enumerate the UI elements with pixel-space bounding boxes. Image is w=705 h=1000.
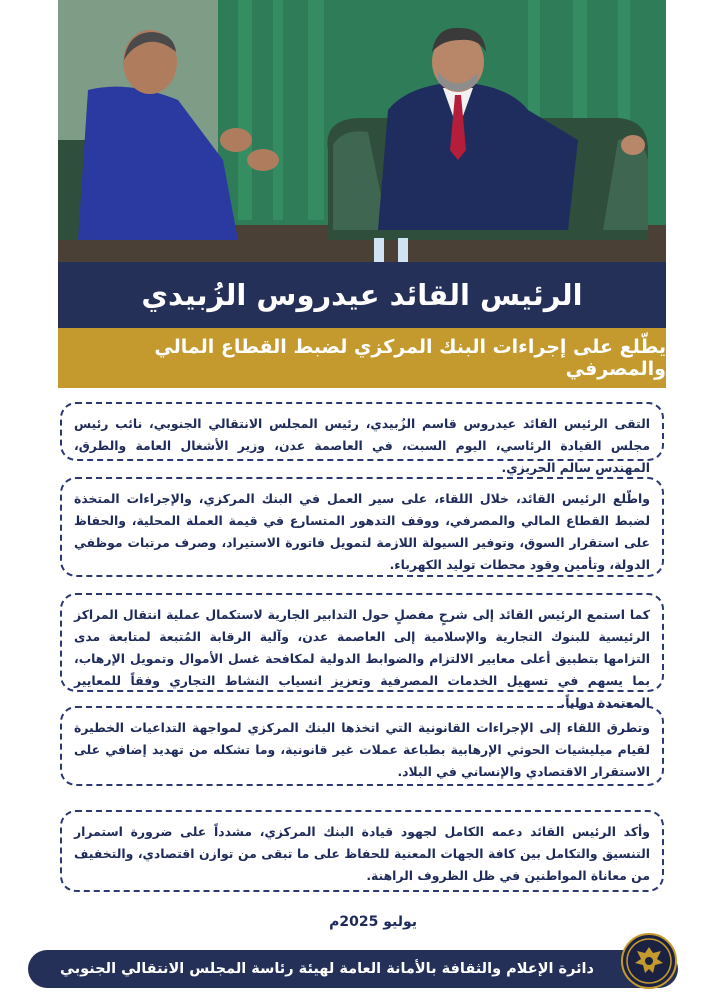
- headline-title: الرئيس القائد عيدروس الزُبيدي: [58, 262, 666, 328]
- eagle-emblem-icon: [621, 933, 677, 989]
- meeting-photo-illustration: [58, 0, 666, 262]
- eagle-emblem-graphic: [623, 935, 675, 987]
- paragraph-1: التقى الرئيس القائد عيدروس قاسم الزُبيدي، رئيس المجلس الانتقالي الجنوبي، نائب رئيس مجلس القيادة الرئاسي، اليوم السبت، في العاصمة عدن، وزير الأشغال العامة والطرق، المهندس سالم الحريزي.: [60, 402, 664, 461]
- paragraph-4: وتطرق اللقاء إلى الإجراءات القانونية التي اتخذها البنك المركزي لمواجهة التداعيات الخطيرة لقيام ميليشيات الحوثي الإرهابية بطباعة عملات غير قانونية، وما تشكله من تهديد إضافي على الاستقرار الاقتصادي والإنساني في البلاد.: [60, 706, 664, 786]
- publication-date: يوليو 2025م: [329, 914, 417, 930]
- headline-subtitle: يطّلع على إجراءات البنك المركزي لضبط القطاع المالي والمصرفي: [58, 328, 666, 388]
- footer-banner: دائرة الإعلام والثقافة بالأمانة العامة لهيئة رئاسة المجلس الانتقالي الجنوبي: [28, 950, 678, 988]
- meeting-photo: [58, 0, 666, 262]
- paragraph-5: وأكد الرئيس القائد دعمه الكامل لجهود قيادة البنك المركزي، مشدداً على ضرورة استمرار التنسيق والتكامل بين كافة الجهات المعنية للحفاظ على ما تبقى من توازن اقتصادي، والتخفيف من معاناة المواطنين في ظل الظروف الراهنة.: [60, 810, 664, 892]
- paragraph-3: كما استمع الرئيس القائد إلى شرحٍ مفصلٍ حول التدابير الجارية لاستكمال عملية انتقال المراكز الرئيسية للبنوك التجارية والإسلامية إلى العاصمة عدن، وآلية الرقابة المُتبعة لمتابعة مدى التزامها بتطبيق أعلى معايير الالتزام والضوابط الدولية لمكافحة غسل الأموال وتمويل الإرهاب، بما يسهم في تسهيل الخدمات المصرفية وتعزيز انسياب النشاط التجاري وفقاً للمعايير المعتمدة دولياً.: [60, 593, 664, 692]
- paragraph-2: واطّلع الرئيس القائد، خلال اللقاء، على سير العمل في البنك المركزي، والإجراءات المتخذة لضبط القطاع المالي والمصرفي، ووقف التدهور المتسارع في قيمة العملة المحلية، والحفاظ على استقرار السوق، وتوفير السيولة اللازمة لتمويل فاتورة الاستيراد، وصرف مرتبات موظفي الدولة، وتأمين وقود محطات توليد الكهرباء.: [60, 477, 664, 577]
